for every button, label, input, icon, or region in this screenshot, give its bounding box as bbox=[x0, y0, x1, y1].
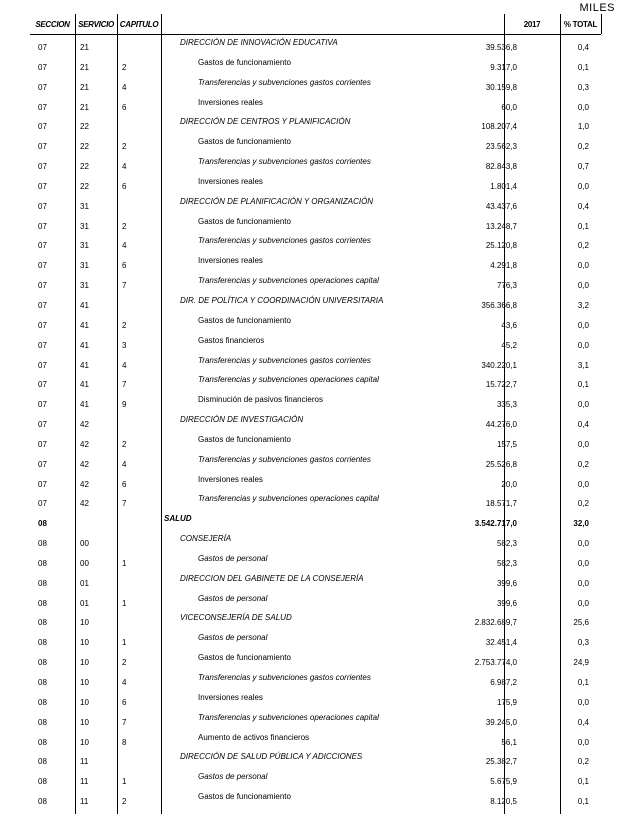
capitulo-cell: 7 bbox=[122, 380, 127, 390]
column-divider bbox=[601, 14, 602, 34]
amount-cell: 399,6 bbox=[496, 598, 517, 608]
percent-cell: 0,4 bbox=[577, 43, 589, 52]
description-cell: Disminución de pasivos financieros bbox=[198, 395, 323, 405]
description-cell: Gastos de funcionamiento bbox=[198, 653, 291, 663]
header-seccion: SECCION bbox=[35, 19, 70, 29]
servicio-cell: 31 bbox=[80, 281, 89, 291]
percent-cell: 0,1 bbox=[577, 777, 589, 787]
amount-cell: 43,6 bbox=[501, 320, 517, 330]
table-row bbox=[30, 613, 601, 636]
servicio-cell: 10 bbox=[80, 618, 89, 628]
table-row bbox=[30, 38, 601, 61]
seccion-cell: 08 bbox=[38, 578, 47, 588]
table-row bbox=[30, 77, 601, 101]
amount-cell: 30.159,8 bbox=[485, 82, 517, 92]
description-cell: Transferencias y subvenciones gastos corrientes bbox=[198, 355, 371, 365]
seccion-cell: 07 bbox=[38, 340, 47, 350]
capitulo-cell: 4 bbox=[122, 360, 127, 370]
servicio-cell: 10 bbox=[80, 717, 89, 727]
amount-cell: 15.722,7 bbox=[485, 380, 517, 390]
servicio-cell: 21 bbox=[80, 43, 89, 52]
description-cell: DIRECCIÓN DE INNOVACIÓN EDUCATIVA bbox=[180, 38, 338, 47]
header-rule bbox=[30, 34, 601, 35]
percent-cell: 0,0 bbox=[577, 558, 589, 568]
description-cell: CONSEJERÍA bbox=[180, 534, 232, 544]
amount-cell: 39.245,0 bbox=[485, 717, 517, 727]
percent-cell: 32,0 bbox=[573, 519, 589, 529]
capitulo-cell: 4 bbox=[122, 241, 127, 251]
servicio-cell: 22 bbox=[80, 162, 89, 172]
servicio-cell: 41 bbox=[80, 340, 89, 350]
seccion-cell: 07 bbox=[38, 360, 47, 370]
seccion-cell: 07 bbox=[38, 300, 47, 310]
servicio-cell: 41 bbox=[80, 400, 89, 410]
percent-cell: 0,2 bbox=[577, 757, 589, 767]
percent-cell: 0,1 bbox=[577, 797, 589, 807]
table-row bbox=[30, 295, 601, 319]
amount-cell: 3.542.717,0 bbox=[474, 519, 517, 529]
table-row bbox=[30, 593, 601, 617]
servicio-cell: 42 bbox=[80, 479, 89, 489]
seccion-cell: 07 bbox=[38, 241, 47, 251]
table-row bbox=[30, 236, 601, 259]
seccion-cell: 08 bbox=[38, 658, 47, 668]
table-row bbox=[30, 315, 601, 339]
description-cell: Gastos de funcionamiento bbox=[198, 792, 291, 802]
seccion-cell: 08 bbox=[38, 598, 47, 608]
seccion-cell: 07 bbox=[38, 102, 47, 112]
servicio-cell: 21 bbox=[80, 62, 89, 72]
capitulo-cell: 4 bbox=[122, 162, 127, 172]
servicio-cell: 10 bbox=[80, 638, 89, 648]
capitulo-cell: 2 bbox=[122, 221, 127, 231]
seccion-cell: 07 bbox=[38, 43, 47, 52]
percent-cell: 0,4 bbox=[577, 420, 589, 430]
table-row bbox=[30, 157, 601, 180]
seccion-cell: 07 bbox=[38, 122, 47, 132]
servicio-cell: 10 bbox=[80, 697, 89, 707]
percent-cell: 0,0 bbox=[577, 102, 589, 112]
seccion-cell: 07 bbox=[38, 62, 47, 72]
capitulo-cell: 6 bbox=[122, 181, 127, 191]
percent-cell: 0,1 bbox=[577, 380, 589, 390]
percent-cell: 0,4 bbox=[577, 717, 589, 727]
seccion-cell: 08 bbox=[38, 519, 47, 529]
seccion-cell: 08 bbox=[38, 638, 47, 648]
seccion-cell: 07 bbox=[38, 281, 47, 291]
seccion-cell: 08 bbox=[38, 797, 47, 807]
amount-cell: 44.276,0 bbox=[485, 420, 517, 430]
table-row bbox=[30, 772, 601, 795]
capitulo-cell: 1 bbox=[122, 638, 127, 648]
seccion-cell: 07 bbox=[38, 162, 47, 172]
amount-cell: 13.248,7 bbox=[485, 221, 517, 231]
servicio-cell: 41 bbox=[80, 380, 89, 390]
amount-cell: 776,3 bbox=[496, 281, 517, 291]
table-row bbox=[30, 752, 601, 775]
percent-cell: 0,0 bbox=[577, 261, 589, 271]
amount-cell: 157,5 bbox=[496, 439, 517, 449]
servicio-cell: 11 bbox=[80, 777, 89, 787]
amount-cell: 335,3 bbox=[496, 400, 517, 410]
amount-cell: 82.843,8 bbox=[485, 162, 517, 172]
percent-cell: 24,9 bbox=[573, 658, 589, 668]
percent-cell: 0,1 bbox=[577, 221, 589, 231]
capitulo-cell: 1 bbox=[122, 777, 127, 787]
seccion-cell: 08 bbox=[38, 717, 47, 727]
amount-cell: 32.451,4 bbox=[485, 638, 517, 648]
servicio-cell: 21 bbox=[80, 82, 89, 92]
servicio-cell: 00 bbox=[80, 539, 89, 549]
percent-cell: 3,2 bbox=[577, 300, 589, 310]
seccion-cell: 08 bbox=[38, 539, 47, 549]
description-cell: DIRECCIÓN DE PLANIFICACIÓN Y ORGANIZACIÓN bbox=[180, 196, 374, 206]
table-row bbox=[30, 712, 601, 736]
table-row bbox=[30, 673, 601, 696]
description-cell: Transferencias y subvenciones gastos corrientes bbox=[198, 77, 371, 87]
percent-cell: 1,0 bbox=[577, 122, 589, 132]
percent-cell: 0,0 bbox=[577, 320, 589, 330]
percent-cell: 0,0 bbox=[577, 737, 589, 747]
percent-cell: 0,0 bbox=[577, 598, 589, 608]
percent-cell: 3,1 bbox=[577, 360, 589, 370]
amount-cell: 23.562,3 bbox=[485, 142, 517, 152]
servicio-cell: 10 bbox=[80, 737, 89, 747]
percent-cell: 0,3 bbox=[577, 82, 589, 92]
description-cell: SALUD bbox=[164, 514, 192, 524]
description-cell: Gastos de personal bbox=[198, 772, 268, 782]
percent-cell: 0,1 bbox=[577, 678, 589, 687]
seccion-cell: 08 bbox=[38, 618, 47, 628]
amount-cell: 4.291,8 bbox=[490, 261, 517, 271]
servicio-cell: 42 bbox=[80, 459, 89, 469]
capitulo-cell: 1 bbox=[122, 558, 127, 568]
percent-cell: 0,7 bbox=[577, 162, 589, 172]
description-cell: Transferencias y subvenciones gastos corrientes bbox=[198, 157, 371, 167]
seccion-cell: 08 bbox=[38, 737, 47, 747]
seccion-cell: 07 bbox=[38, 499, 47, 509]
description-cell: Aumento de activos financieros bbox=[198, 732, 310, 742]
servicio-cell: 31 bbox=[80, 261, 89, 271]
capitulo-cell: 4 bbox=[122, 82, 127, 92]
seccion-cell: 07 bbox=[38, 261, 47, 271]
seccion-cell: 07 bbox=[38, 221, 47, 231]
budget-table bbox=[30, 14, 601, 814]
description-cell: Gastos de funcionamiento bbox=[198, 434, 291, 444]
servicio-cell: 41 bbox=[80, 360, 89, 370]
description-cell: VICECONSEJERÍA DE SALUD bbox=[180, 613, 292, 623]
amount-cell: 1.801,4 bbox=[490, 181, 517, 191]
percent-cell: 0,0 bbox=[577, 578, 589, 588]
description-cell: Gastos de personal bbox=[198, 593, 268, 603]
percent-cell: 0,0 bbox=[577, 539, 589, 549]
amount-cell: 5.675,9 bbox=[490, 777, 517, 787]
seccion-cell: 07 bbox=[38, 400, 47, 410]
description-cell: DIRECCIÓN DE CENTROS Y PLANIFICACIÓN bbox=[180, 117, 351, 127]
capitulo-cell: 2 bbox=[122, 320, 127, 330]
servicio-cell: 01 bbox=[80, 578, 89, 588]
percent-cell: 0,0 bbox=[577, 181, 589, 191]
percent-cell: 0,0 bbox=[577, 697, 589, 707]
header-pct: % TOTAL bbox=[563, 19, 598, 29]
description-cell: DIRECCIÓN DE INVESTIGACIÓN bbox=[180, 415, 304, 425]
table-row bbox=[30, 514, 601, 537]
capitulo-cell: 4 bbox=[122, 678, 127, 687]
description-cell: Transferencias y subvenciones operaciones capital bbox=[198, 375, 379, 385]
description-cell: Transferencias y subvenciones gastos corrientes bbox=[198, 236, 371, 246]
seccion-cell: 07 bbox=[38, 380, 47, 390]
percent-cell: 0,0 bbox=[577, 439, 589, 449]
seccion-cell: 07 bbox=[38, 142, 47, 152]
table-row bbox=[30, 395, 601, 418]
seccion-cell: 08 bbox=[38, 697, 47, 707]
capitulo-cell: 7 bbox=[122, 281, 127, 291]
servicio-cell: 42 bbox=[80, 420, 89, 430]
table-row bbox=[30, 117, 601, 140]
description-cell: Gastos de funcionamiento bbox=[198, 216, 291, 226]
amount-cell: 108.207,4 bbox=[481, 122, 517, 132]
amount-cell: 6.987,2 bbox=[490, 678, 517, 687]
amount-cell: 45,2 bbox=[501, 340, 517, 350]
servicio-cell: 41 bbox=[80, 300, 89, 310]
description-cell: Inversiones reales bbox=[198, 97, 263, 107]
amount-cell: 25.120,8 bbox=[485, 241, 517, 251]
servicio-cell: 11 bbox=[80, 797, 89, 807]
amount-cell: 56,1 bbox=[501, 737, 517, 747]
table-row bbox=[30, 454, 601, 478]
seccion-cell: 07 bbox=[38, 82, 47, 92]
capitulo-cell: 7 bbox=[122, 717, 127, 727]
seccion-cell: 07 bbox=[38, 439, 47, 449]
amount-cell: 20,0 bbox=[501, 479, 517, 489]
percent-cell: 0,2 bbox=[577, 142, 589, 152]
servicio-cell: 31 bbox=[80, 201, 89, 211]
capitulo-cell: 2 bbox=[122, 142, 127, 152]
description-cell: Transferencias y subvenciones operaciones capital bbox=[198, 712, 379, 722]
servicio-cell: 00 bbox=[80, 558, 89, 568]
amount-cell: 356.366,8 bbox=[481, 300, 517, 310]
table-row bbox=[30, 196, 601, 220]
seccion-cell: 08 bbox=[38, 678, 47, 687]
description-cell: Gastos de funcionamiento bbox=[198, 57, 291, 67]
description-cell: Transferencias y subvenciones gastos corrientes bbox=[198, 454, 371, 464]
servicio-cell: 22 bbox=[80, 142, 89, 152]
percent-cell: 0,3 bbox=[577, 638, 589, 648]
seccion-cell: 07 bbox=[38, 420, 47, 430]
servicio-cell: 31 bbox=[80, 221, 89, 231]
capitulo-cell: 6 bbox=[122, 102, 127, 112]
seccion-cell: 08 bbox=[38, 558, 47, 568]
description-cell: Inversiones reales bbox=[198, 692, 263, 702]
description-cell: Gastos de personal bbox=[198, 553, 268, 563]
servicio-cell: 31 bbox=[80, 241, 89, 251]
amount-cell: 175,9 bbox=[496, 697, 517, 707]
servicio-cell: 42 bbox=[80, 499, 89, 509]
percent-cell: 0,0 bbox=[577, 479, 589, 489]
amount-cell: 2.832.689,7 bbox=[474, 618, 517, 628]
description-cell: Transferencias y subvenciones operaciones capital bbox=[198, 276, 379, 286]
capitulo-cell: 6 bbox=[122, 697, 127, 707]
servicio-cell: 01 bbox=[80, 598, 89, 608]
servicio-cell: 10 bbox=[80, 658, 89, 668]
amount-cell: 2.753.774,0 bbox=[474, 658, 517, 668]
percent-cell: 0,1 bbox=[577, 62, 589, 72]
seccion-cell: 08 bbox=[38, 777, 47, 787]
description-cell: Inversiones reales bbox=[198, 474, 263, 484]
capitulo-cell: 2 bbox=[122, 62, 127, 72]
seccion-cell: 07 bbox=[38, 320, 47, 330]
unit-label: MILES bbox=[579, 2, 615, 14]
capitulo-cell: 6 bbox=[122, 261, 127, 271]
capitulo-cell: 2 bbox=[122, 439, 127, 449]
description-cell: Transferencias y subvenciones gastos corrientes bbox=[198, 673, 371, 682]
seccion-cell: 07 bbox=[38, 459, 47, 469]
amount-cell: 582,3 bbox=[496, 539, 517, 549]
percent-cell: 0,0 bbox=[577, 340, 589, 350]
amount-cell: 43.437,6 bbox=[485, 201, 517, 211]
header-servicio: SERVICIO bbox=[78, 19, 114, 29]
servicio-cell: 10 bbox=[80, 678, 89, 687]
capitulo-cell: 2 bbox=[122, 658, 127, 668]
description-cell: Gastos de funcionamiento bbox=[198, 315, 291, 325]
seccion-cell: 07 bbox=[38, 479, 47, 489]
capitulo-cell: 4 bbox=[122, 459, 127, 469]
percent-cell: 0,2 bbox=[577, 459, 589, 469]
capitulo-cell: 9 bbox=[122, 400, 127, 410]
capitulo-cell: 7 bbox=[122, 499, 127, 509]
amount-cell: 60,0 bbox=[501, 102, 517, 112]
description-cell: DIRECCIÓN DE SALUD PÚBLICA Y ADICCIONES bbox=[180, 752, 363, 762]
table-row bbox=[30, 415, 601, 438]
header-capitulo: CAPITULO bbox=[119, 19, 159, 29]
percent-cell: 0,0 bbox=[577, 281, 589, 291]
amount-cell: 340.220,1 bbox=[481, 360, 517, 370]
description-cell: Transferencias y subvenciones operaciones capital bbox=[198, 494, 379, 504]
table-row bbox=[30, 573, 601, 597]
table-body bbox=[30, 38, 601, 815]
servicio-cell: 41 bbox=[80, 320, 89, 330]
seccion-cell: 08 bbox=[38, 757, 47, 767]
percent-cell: 0,0 bbox=[577, 400, 589, 410]
capitulo-cell: 2 bbox=[122, 797, 127, 807]
description-cell: Gastos de personal bbox=[198, 633, 268, 643]
amount-cell: 9.317,0 bbox=[490, 62, 517, 72]
capitulo-cell: 3 bbox=[122, 340, 127, 350]
servicio-cell: 22 bbox=[80, 122, 89, 132]
seccion-cell: 07 bbox=[38, 201, 47, 211]
servicio-cell: 11 bbox=[80, 757, 89, 767]
description-cell: Inversiones reales bbox=[198, 256, 263, 266]
capitulo-cell: 1 bbox=[122, 598, 127, 608]
percent-cell: 0,4 bbox=[577, 201, 589, 211]
seccion-cell: 07 bbox=[38, 181, 47, 191]
capitulo-cell: 6 bbox=[122, 479, 127, 489]
amount-cell: 582,3 bbox=[496, 558, 517, 568]
percent-cell: 25,6 bbox=[573, 618, 589, 628]
description-cell: Gastos de funcionamiento bbox=[198, 137, 291, 147]
description-cell: Inversiones reales bbox=[198, 176, 263, 186]
table-row bbox=[30, 534, 601, 557]
table-row bbox=[30, 633, 601, 656]
description-cell: DIRECCION DEL GABINETE DE LA CONSEJERÍA bbox=[180, 573, 364, 583]
servicio-cell: 21 bbox=[80, 102, 89, 112]
servicio-cell: 22 bbox=[80, 181, 89, 191]
table-row bbox=[30, 792, 601, 815]
amount-cell: 25.526,8 bbox=[485, 459, 517, 469]
description-cell: Gastos financieros bbox=[198, 335, 265, 345]
amount-cell: 25.382,7 bbox=[485, 757, 517, 767]
amount-cell: 399,6 bbox=[496, 578, 517, 588]
servicio-cell: 42 bbox=[80, 439, 89, 449]
percent-cell: 0,2 bbox=[577, 241, 589, 251]
table-row bbox=[30, 494, 601, 517]
header-year: 2017 bbox=[523, 19, 541, 29]
description-cell: DIR. DE POLÍTICA Y COORDINACIÓN UNIVERSITARIA bbox=[180, 295, 384, 305]
amount-cell: 8.120,5 bbox=[490, 797, 517, 807]
amount-cell: 39.536,8 bbox=[485, 43, 517, 52]
amount-cell: 18.571,7 bbox=[485, 499, 517, 509]
capitulo-cell: 8 bbox=[122, 737, 127, 747]
percent-cell: 0,2 bbox=[577, 499, 589, 509]
